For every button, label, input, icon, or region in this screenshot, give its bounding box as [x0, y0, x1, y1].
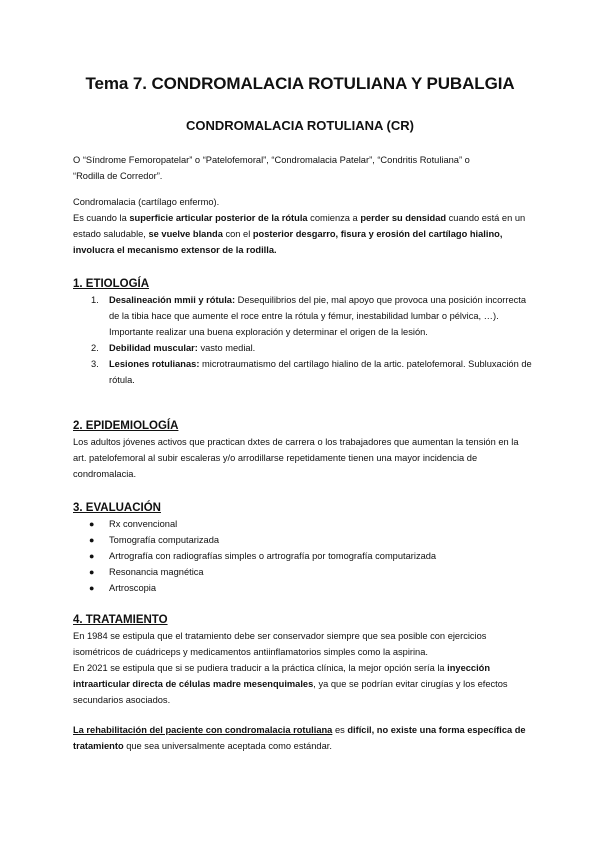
- heading-evaluacion: 3. EVALUACIÓN: [73, 502, 161, 514]
- list-item-text: Artroscopia: [109, 583, 157, 593]
- page-title: Tema 7. CONDROMALACIA ROTULIANA Y PUBALGIA: [85, 74, 515, 93]
- tratamiento-paragraph-1: En 1984 se estipula que el tratamiento debe ser conservador siempre que sea posible con ejercicios isométricos de cuádriceps y medicamentos antiinflamatorios simples como la aspirina.: [73, 631, 487, 657]
- bullet-icon: ●: [89, 535, 95, 545]
- paragraph-text: , ya que se podrían evitar cirugías y los efectos secundarios asociados.: [73, 679, 508, 705]
- tratamiento-paragraph-3: [73, 722, 533, 754]
- definition-bold: posterior desgarro, fisura y erosión del cartílago hialino, involucra el mecanismo extensor de la rodilla.: [73, 229, 503, 255]
- section-tratamiento: [73, 612, 533, 754]
- definition-text: cuando está en un estado saludable,: [73, 213, 526, 239]
- etiologia-list: [73, 292, 533, 388]
- paragraph-bold: inyección intraarticular directa de células madre mesenquimales: [73, 663, 491, 689]
- list-item-text: Resonancia magnética: [109, 567, 204, 577]
- bullet-icon: ●: [89, 583, 95, 593]
- tratamiento-paragraph-2: [73, 660, 533, 708]
- paragraph-text: es: [332, 725, 348, 735]
- definition-text: comienza a: [307, 213, 361, 223]
- paragraph-text: En 2021 se estipula que si se pudiera traducir a la práctica clínica, la mejor opción sería la: [73, 663, 448, 673]
- paragraph-text: que sea universalmente aceptada como estándar.: [123, 741, 332, 751]
- definition-paragraph: [73, 210, 533, 258]
- list-item: [73, 340, 533, 356]
- section-subtitle: CONDROMALACIA ROTULIANA (CR): [186, 118, 414, 133]
- intro-definition: [73, 194, 533, 258]
- intro-synonyms: [73, 152, 533, 184]
- etymology-text: Condromalacia (cartílago enfermo).: [73, 197, 220, 207]
- list-number: 3.: [91, 359, 99, 369]
- list-item: [73, 532, 533, 548]
- list-number: 1.: [91, 295, 99, 305]
- list-item: [73, 356, 533, 388]
- heading-tratamiento: 4. TRATAMIENTO: [73, 614, 168, 626]
- list-item-text: vasto medial.: [197, 343, 256, 353]
- section-epidemiologia: [73, 418, 533, 482]
- paragraph-underlined: La rehabilitación del paciente con condromalacia rotuliana: [73, 725, 333, 735]
- bullet-icon: ●: [89, 551, 95, 561]
- list-item-text: microtraumatismo del cartílago hialino de la artic. patelofemoral. Subluxación de rótula.: [109, 359, 532, 385]
- list-item-note: Importante realizar una buena exploración y determinar el origen de la lesión.: [109, 327, 428, 337]
- list-number: 2.: [91, 343, 99, 353]
- bullet-icon: ●: [89, 519, 95, 529]
- synonyms-line-2: “Rodilla de Corredor”.: [73, 171, 163, 181]
- list-item: [73, 548, 533, 564]
- evaluacion-list: [73, 516, 533, 596]
- definition-bold: se vuelve blanda: [148, 229, 223, 239]
- synonyms-line-1: O “Síndrome Femoropatelar” o “Patelofemoral”, “Condromalacia Patelar”, “Condritis Rotuliana” o: [73, 155, 470, 165]
- list-item-text: Rx convencional: [109, 519, 178, 529]
- heading-epidemiologia: 2. EPIDEMIOLOGÍA: [73, 420, 179, 432]
- list-item-text: Tomografía computarizada: [109, 535, 220, 545]
- section-etiologia: [73, 276, 533, 388]
- section-evaluacion: [73, 500, 533, 596]
- definition-text: con el: [222, 229, 253, 239]
- list-item-text: Artrografía con radiografías simples o artrografía por tomografía computarizada: [109, 551, 437, 561]
- list-item: [73, 516, 533, 532]
- definition-text: Es cuando la: [73, 213, 130, 223]
- paragraph-bold: difícil, no existe una forma específica de tratamiento: [73, 725, 526, 751]
- list-item: [73, 564, 533, 580]
- epidemiologia-text: Los adultos jóvenes activos que practican dxtes de carrera o los trabajadores que aumentan la tensión en la art. patelofemoral al subir escaleras y/o arrodillarse repetidamente tienen una mayor incidencia de condromalacia.: [73, 437, 519, 479]
- list-item-title: Debilidad muscular:: [109, 343, 198, 353]
- list-item: [73, 292, 533, 340]
- list-item-title: Lesiones rotulianas:: [109, 359, 200, 369]
- bullet-icon: ●: [89, 567, 95, 577]
- heading-etiologia: 1. ETIOLOGÍA: [73, 278, 150, 290]
- list-item: [73, 580, 533, 596]
- definition-bold: perder su densidad: [360, 213, 447, 223]
- definition-bold: superficie articular posterior de la rótula: [129, 213, 308, 223]
- list-item-title: Desalineación mmii y rótula:: [109, 295, 236, 305]
- list-item-text: Desequilibrios del pie, mal apoyo que provoca una posición incorrecta de la tibia hace que aumente el roce entre la rótula y fémur, inestabilidad lumbar o pélvica, …).: [109, 295, 527, 321]
